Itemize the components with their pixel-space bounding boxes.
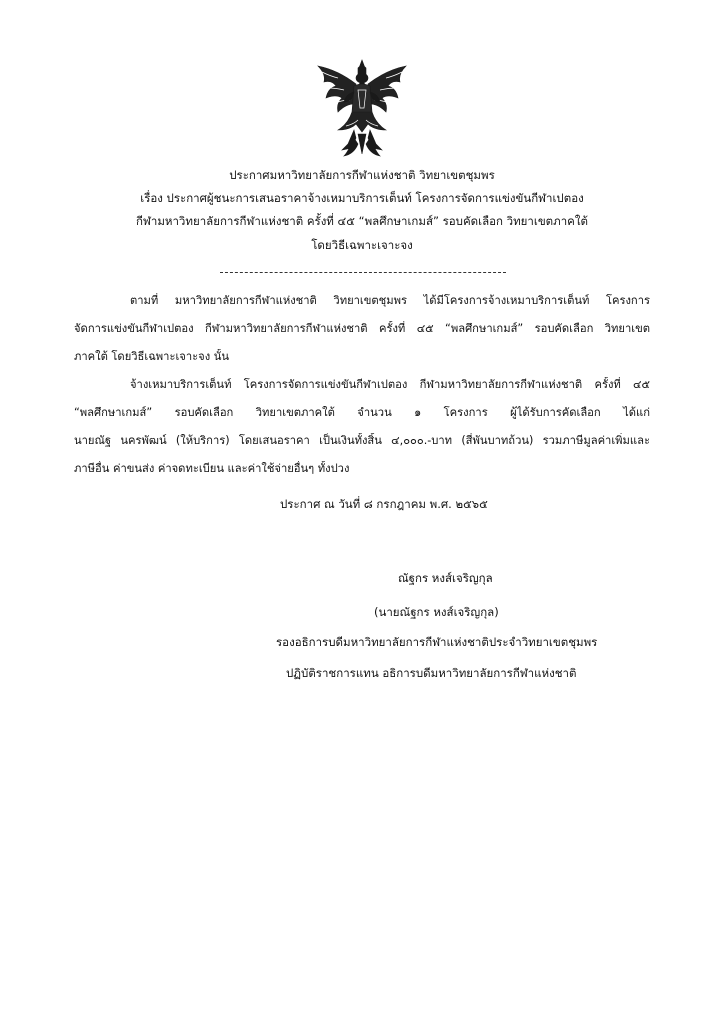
announcement-title: ประกาศมหาวิทยาลัยการกีฬาแห่งชาติ วิทยาเขตชุมพร bbox=[229, 168, 495, 182]
paragraph-2-line-2: “พลศึกษาเกมส์” รอบคัดเลือก วิทยาเขตภาคใต้ จำนวน ๑ โครงการ ผู้ได้รับการคัดเลือก ได้แก่ bbox=[74, 406, 650, 419]
announcement-subject-continued: กีฬามหาวิทยาลัยการกีฬาแห่งชาติ ครั้งที่ ๔๕ “พลศึกษาเกมส์” รอบคัดเลือก วิทยาเขตภาคใต้ bbox=[136, 214, 588, 228]
garuda-emblem-icon bbox=[308, 58, 416, 158]
signatory-acting-position: ปฏิบัติราชการแทน อธิการบดีมหาวิทยาลัยการกีฬาแห่งชาติ bbox=[286, 666, 577, 680]
procurement-method: โดยวิธีเฉพาะเจาะจง bbox=[311, 238, 413, 252]
paragraph-1-line-1: ตามที่ มหาวิทยาลัยการกีฬาแห่งชาติ วิทยาเขตชุมพร ได้มีโครงการจ้างเหมาบริการเต็นท์ โครงการ bbox=[130, 294, 650, 307]
header-divider bbox=[220, 272, 506, 273]
paragraph-2-line-3: นายณัฐ นครพัฒน์ (ให้บริการ) โดยเสนอราคา เป็นเงินทั้งสิ้น ๔,๐๐๐.-บาท (สี่พันบาทถ้วน) รวมภาษีมูลค่าเพิ่มและ bbox=[74, 434, 650, 447]
paragraph-1-line-3: ภาคใต้ โดยวิธีเฉพาะเจาะจง นั้น bbox=[74, 350, 230, 363]
announcement-subject: เรื่อง ประกาศผู้ชนะการเสนอราคาจ้างเหมาบริการเต็นท์ โครงการจัดการแข่งขันกีฬาเปตอง bbox=[140, 191, 584, 205]
paragraph-2-line-1: จ้างเหมาบริการเต็นท์ โครงการจัดการแข่งขันกีฬาเปตอง กีฬามหาวิทยาลัยการกีฬาแห่งชาติ ครั้งที่ ๔๕ bbox=[130, 378, 650, 391]
announcement-date: ประกาศ ณ วันที่ ๘ กรกฎาคม พ.ศ. ๒๕๖๕ bbox=[280, 497, 488, 511]
signatory-printed-name: (นายณัฐกร หงส์เจริญกุล) bbox=[374, 605, 499, 619]
signatory-position: รองอธิการบดีมหาวิทยาลัยการกีฬาแห่งชาติประจำวิทยาเขตชุมพร bbox=[276, 635, 598, 649]
signature: ณัฐกร หงส์เจริญกุล bbox=[398, 571, 493, 585]
paragraph-2-line-4: ภาษีอื่น ค่าขนส่ง ค่าจดทะเบียน และค่าใช้จ่ายอื่นๆ ทั้งปวง bbox=[74, 462, 350, 475]
paragraph-1-line-2: จัดการแข่งขันกีฬาเปตอง กีฬามหาวิทยาลัยการกีฬาแห่งชาติ ครั้งที่ ๔๕ “พลศึกษาเกมส์” รอบคัดเลือก วิทยาเขต bbox=[74, 322, 650, 335]
